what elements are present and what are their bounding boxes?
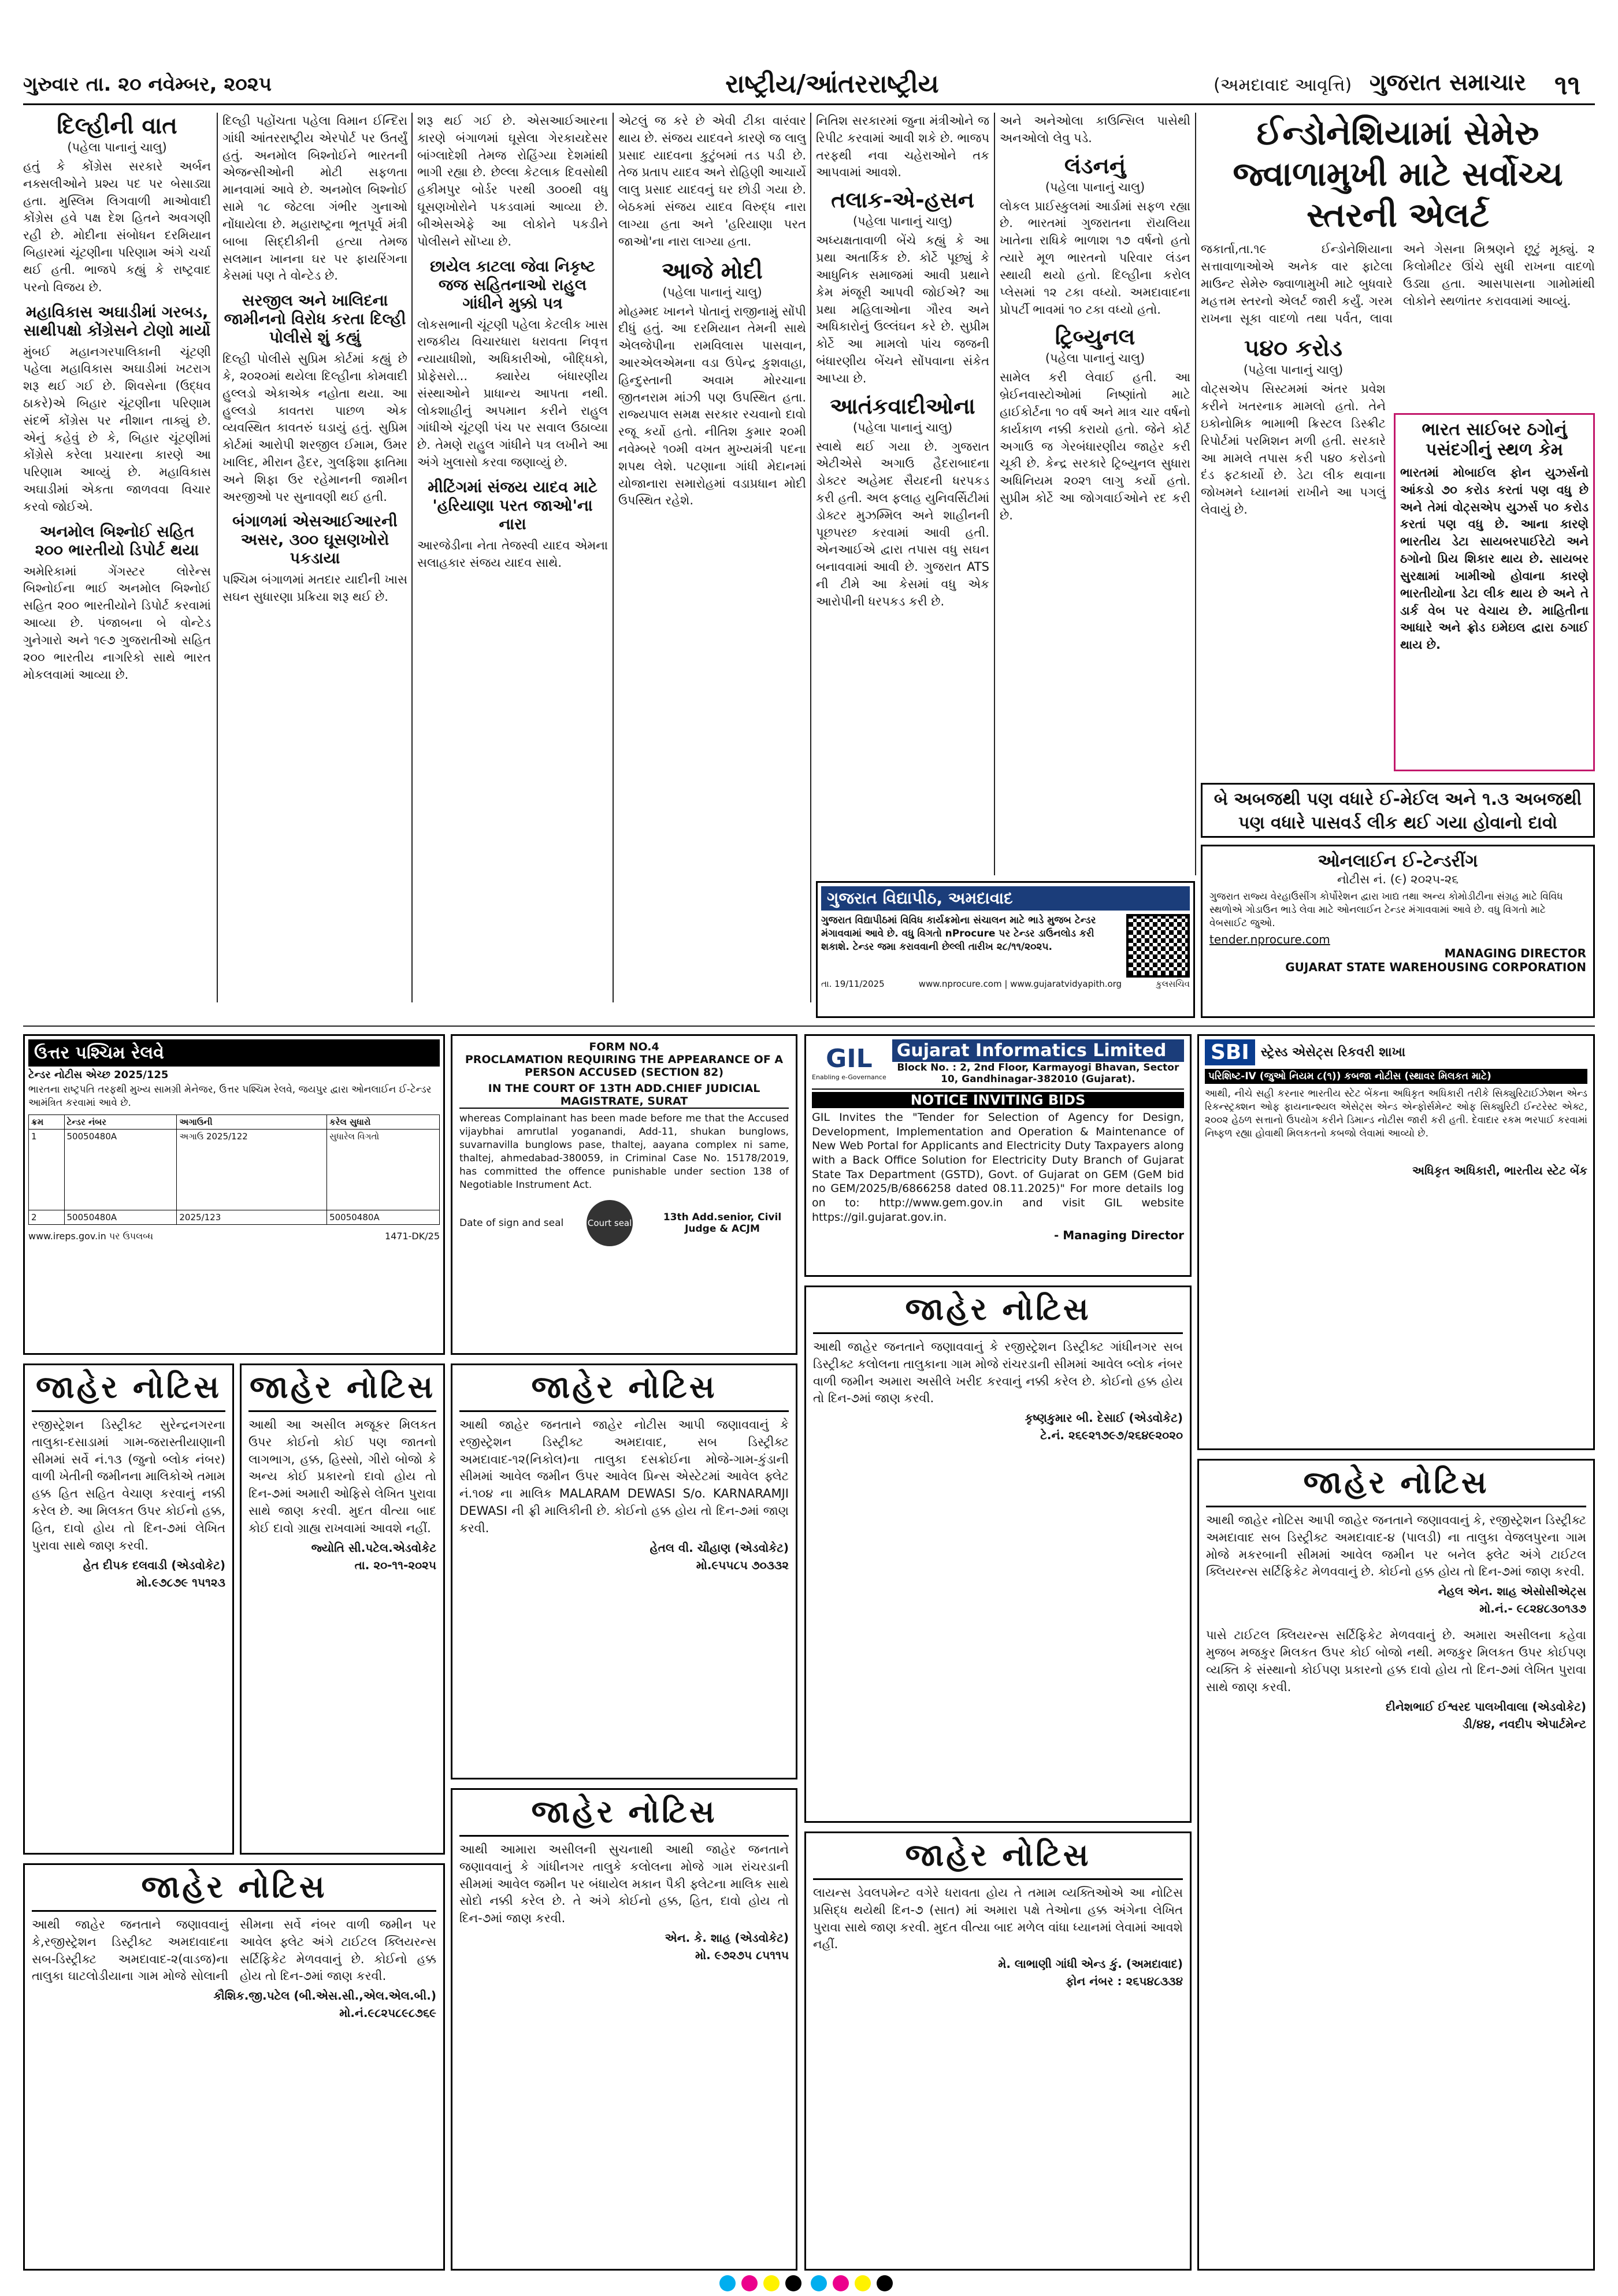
registration-marks [23,2275,1595,2295]
table-header: અગાઉની [177,1114,327,1129]
notice-contact: ડી/૪૪, નવદીપ એપાર્ટમેન્ટ [1463,1717,1586,1731]
notice-title: જાહેર નોટિસ [32,1369,225,1412]
railway-table [28,1114,440,1225]
notice-sign: હેતલ વી. ચૌહાણ (એડવોકેટ) [650,1540,789,1555]
column-2 [222,113,407,1008]
notice-title: જાહેર નોટિસ [248,1369,436,1412]
article-sub: (પહેલા પાનાનું ચાલુ) [1243,363,1344,377]
volcano-headline: ઈન્ડોનેશિયામાં સેમેરુ જ્વાળામુખી માટે સર્વોચ્ચ સ્તરની એલર્ટ [1233,113,1563,235]
notice-title: જાહેર નોટિસ [813,1291,1183,1334]
public-notice-1 [23,1364,234,1855]
sbi-notice [1197,1034,1595,1450]
form-judge: 13th Add.senior, Civil Judge & ACJM [663,1211,782,1235]
table-cell: 2025/123 [177,1210,327,1224]
public-notice-3 [240,1364,445,1855]
vidyapith-text: ગુજરાત વિદ્યાપીઠમાં વિવિધ કાર્યક્રમોના સંચાલન માટે ભાડે મુજબ ટેન્ડર મંગાવવામાં આવે છે. વધુ વિગતો nProcure પર ટેન્ડર ડાઉનલોડ કરી શકાશે. ટેન્ડર જમા કરાવવાની છેલ્લી તારીખ ૨૮/૧૧/૨૦૨૫. [821,915,1096,953]
table-row [29,1210,440,1224]
public-notice-6 [804,1286,1192,1823]
notice-contact: ફોન નંબર : ૨૬૫૪૮૩૩૪ [1066,1974,1183,1989]
cyber-headline: ભારત સાઈબર ઠગોનું પસંદગીનું સ્થળ કેમ [1422,419,1567,460]
notice-contact: તા. ૨૦-૧૧-૨૦૨૫ [354,1558,436,1572]
gswc-notice-no: નોટીસ નં. (૯) ૨૦૨૫-૨૬ [1337,872,1459,886]
page-number: ૧૧ [1554,69,1581,101]
notice-text: આથી જાહેર જનતાને જણાવવાનું કે,રજીસ્ટ્રેશન ડિસ્ટ્રીક્ટ અમદાવાદના સબ-ડિસ્ટ્રીક્ટ અમદાવાદ-૨(વાડજ)ના તાલુકા ઘાટલોડીયાના ગામ મોજે સોલાની સીમના સર્વે નંબર વાળી જમીન પર આવેલ ફ્લેટ અંગે ટાઈટલ ક્લિયરન્સ સર્ટિફિકેટ મેળવવાનું છે. કોઈનો હક્ક હોય તો દિન-૭માં જાણ કરવી. [32,1918,436,1983]
article-text: મુંબઈ મહાનગરપાલિકાની ચૂંટણી પહેલા મહાવિકાસ અઘાડીમાં ખટરાગ શરૂ થઈ ગઈ છે. શિવસેના (ઉદ્ધવ ઠાકરે)એ બિહાર ચૂંટણીના પરિણામ સંદર્ભે કોંગ્રેસ પર નીશાન તાક્યું છે. એનું કહેવું છે કે, બિહાર ચૂંટણીમાં કોંગ્રેસે કરેલા પ્રચારના કારણે આ પરિણામ આવ્યું છે. મહાવિકાસ અઘાડીમાં એકતા જાળવવા વિચાર કરવો જોઈએ. [23,344,211,514]
table-header: ટેન્ડર નંબર [64,1114,177,1129]
railway-title: ઉત્તર પશ્ચિમ રેલવે [34,1043,164,1063]
public-notice-8 [1197,1459,1595,2271]
gswc-url[interactable]: tender.nprocure.com [1209,932,1330,946]
cyber-text: ભારતમાં મોબાઈલ ફોન યુઝર્સનો આંકડો ૭૦ કરોડ કરતાં પણ વધુ છે અને તેમાં વોટ્સએપ યુઝર્સ ૫૦ કરોડ કરતાં પણ વધુ છે. આના કારણે ભારતીય ડેટા સાયબરપાઈરેટો અને ઠગોનો પ્રિય શિકાર થાય છે. સાયબર સુરક્ષામાં ખામીઓ હોવાના કારણે ભારતીયોના ડેટા લીક થાય છે અને તે ડાર્ક વેબ પર વેચાય છે. માહિતીના આધારે અને ફ્રોડ ઇમેઇલ દ્વારા ઠગાઈ થાય છે. [1400,466,1589,652]
article-text: લોકલ પ્રાઈસ્કુલમાં આર્ડામાં સફળ રહ્યા છે. ભારતમાં ગુજરાતના રૉયલિયા ખાતેના રાધિકે ભાળાશ ૧૭ વર્ષનો હતો ત્યારે મૂળ ભારતનો પરિવાર લંડન સ્થાયી થયો હતો. દિલ્હીના કરોલ પ્લેસમાં ૧૨ ટકા વધ્યો. અમદાવાદના પ્રોપર્ટી ભાવમાં ૧૦ ટકા વધ્યો હતો. [1000,199,1190,317]
leak-text: બે અબજથી પણ વધારે ઈ-મેઈલ અને ૧.૩ અબજથી પણ વધારે પાસવર્ડ લીક થઈ ગયા હોવાનો દાવો [1214,789,1582,833]
public-notice-4 [451,1364,797,1779]
notice-text: પાસે ટાઈટલ ક્લિયરન્સ સર્ટિફિકેટ મેળવવાનું છે. અમારા અસીલના કહેવા મુજબ મજકુર મિલકત ઉપર કોઈ બોજો નથી. મજકુર મિલકત ઉપર કોઈપણ વ્યક્તિ કે સંસ્થાનો કોઈપણ પ્રકારનો હક્ક દાવો હોય તો દિન-૭માં લેખિત પુરાવા સાથે જાણ કરવી. [1206,1628,1586,1694]
article-text: અમેરિકામાં ગેંગસ્ટર લોરેન્સ બિશ્નોઈના ભાઈ અનમોલ બિશ્નોઈ સહિત ૨૦૦ ભારતીયોને ડિપોર્ટ કરવામાં આવ્યા છે. પંજાબના બે વોન્ટેડ ગુનેગારો અને ૧૯૭ ગુજરાતીઓ સહિત ૨૦૦ ભારતીય નાગરિકો સાથે ભારત મોકલવામાં આવ્યા છે. [23,564,211,682]
article-text: મોહમ્મદ ખાનને પોતાનું રાજીનામું સોંપી દીધું હતું. આ દરમિયાન તેમની સાથે એલજેપીના રામવિલાસ પાસવાન, આરએલએમના વડા ઉપેન્દ્ર કુશવાહા, હિન્દુસ્તાની અવામ મોરચાના જીતનરામ માંઝી પણ ઉપસ્થિત હતા. રાજ્યપાલ સમક્ષ સરકાર રચવાનો દાવો રજૂ કર્યો હતો. નીતિશ કુમાર ૨૦મી નવેમ્બરે ૧૦મી વખત મુખ્યમંત્રી પદના શપથ લેશે. પટણાના ગાંધી મેદાનમાં યોજાનારા સમારોહમાં વડાપ્રધાન મોદી ઉપસ્થિત રહેશે. [618,304,806,508]
article-text: હતું કે કોંગ્રેસ સરકારે અર્બન નક્સલીઓને પ્રશ્ય પદ પર બેસાડ્યા હતા. મુસ્લિમ લિગવાળી માઓવાદી કોંગ્રેસ હવે પક્ષ દેશ હિતને અવગણી રહી છે. મોદીના સંબોધન દરમિયાન બિહારમાં ચૂંટણીના પરિણામ અંગે ચર્ચા થઈ હતી. ભાજપે કહ્યું કે રાષ્ટ્રવાદ પરનો વિજય છે. [23,159,211,294]
notice-contact: ટે.નં. ૨૬૯૨૧૭૯૭/૨૬૪૯૨૦૨૦ [1040,1428,1183,1443]
notice-text: લાયન્સ ડેવલપમેન્ટ વગેરે ધરાવતા હોય તે તમામ વ્યક્તિઓએ આ નોટિસ પ્રસિદ્ધ થયેથી દિન-૭ (સાત) માં અમારા પક્ષે તેઓના હક્ક અંગેના લેખિત પુરાવા સાથે જાણ કરવી. મુદત વીત્યા બાદ મળેલ વાંધા ધ્યાનમાં લેવામાં આવશે નહીં. [813,1886,1183,1952]
gswc-md: MANAGING DIRECTOR [1444,946,1586,960]
form-head: PROCLAMATION REQUIRING THE APPEARANCE OF A PERSON ACCUSED (SECTION 82) [465,1053,784,1079]
article-text: જકાર્તા,તા.૧૯ ઈન્ડોનેશિયાના સત્તાવાળાઓએ અનેક વાર ફાટેલા માઉન્ટ સેમેરુ જ્વાળામુખી માટે બુધવારે મહત્તમ સ્તરનો એલર્ટ જારી કર્યું. ગરમ રાખના સૂકા વાદળો તથા પર્વત, લાવા અને ગેસના મિશ્રણને છૂટું મૂક્યું. ૨ કિલોમીટર ઊંચે સુધી રાખના વાદળો ઉડ્યા હતા. આસપાસના ગામોમાંથી લોકોને સ્થળાંતર કરાવવામાં આવ્યું. [1201,242,1595,325]
notice-text: આથી આમારા અસીલની સુચનાથી આથી જાહેર જનતાને જણાવવાનું કે ગાંધીનગર તાલુકે કલોલના મોજે ગામ રાંચરડાની સીમમાં આવેલ જમીન પર બંધાયેલ મકાન પૈકી ફ્લેટના માલિક સાથે સોદો નક્કી કરેલ છે. તે અંગે કોઈનો હક્ક, હિત, દાવો હોય તો દિન-૭માં જાણ કરવી. [459,1842,789,1926]
table-cell: 2 [29,1210,65,1224]
table-cell: 50050480A [64,1210,177,1224]
article-head-modi: આજે મોદી [662,257,763,284]
article-text: અને અનેઓલા કાઉન્સિલ પાસેથી અનઓલો લેવુ પડે. [1000,114,1190,145]
article-head-bishnoi: અનમોલ બિશ્નોઈ સહિત ૨૦૦ ભારતીયો ડિપોર્ટ થયા [35,522,199,559]
notice-title: જાહેર નોટિસ [32,1868,436,1912]
article-text: શરૂ થઈ ગઈ છે. એસઆઈઆરના કારણે બંગાળમાં ઘૂસેલા ગેરકાયદેસર બાંગ્લાદેશી તેમજ રોહિંગ્યા દેશમાંથી ભાગી રહ્યા છે. છેલ્લા કેટલાક દિવસોથી હકીમપુર બોર્ડર પરથી ૩૦૦થી વધુ ઘૂસણખોરોને પકડવામાં આવ્યા છે. બીએસએફે આ લોકોને પકડીને પોલીસને સોંપ્યા છે. [417,114,608,248]
notice-text: રજીસ્ટ્રેશન ડિસ્ટ્રીક્ટ સુરેન્દ્રનગરના તાલુકા-દસાડામાં ગામ-જરાસ્તીયાણાની સીમમાં સર્વે નં.૧૩ (જુનો બ્લોક નંબર) વાળી ખેતીની જમીનના માલિકોએ તમામ હક્ક હિત સહિત વેચાણ કરવાનું નક્કી કરેલ છે. આ મિલકત ઉપર કોઈનો હક્ક, હિત, દાવો હોય તો દિન-૭માં લેખિત પુરાવા સાથે જાણ કરવી. [32,1418,225,1552]
article-text: લોકસભાની ચૂંટણી પહેલા કેટલીક ખાસ રાજકીય વિચારધારા ધરાવતા નિવૃત્ત ન્યાયાધીશો, અધિકારીઓ, બૌદ્ધિકો, પ્રોફેસરો... ક્યારેય બંધારણીય સંસ્થાઓને પ્રાધાન્ય આપતા નથી. લોકશાહીનું અપમાન કરીને રાહુલ ગાંધીએ ચૂંટણી પંચ પર સવાલ ઉઠાવ્યા છે. તેમણે રાહુલ ગાંધીને પત્ર લખીને આ અંગે ખુલાસો કરવા જણાવ્યું છે. [417,317,608,469]
article-head-london: લંડનનું [1064,153,1126,179]
column-3 [417,113,608,1008]
leak-box [1201,783,1595,838]
notice-title: જાહેર નોટિસ [459,1369,789,1412]
notice-sign: કૌશિક.જી.પટેલ (બી.એસ.સી.,એલ.એલ.બી.) [213,1989,436,2003]
article-head-bengal: બંગાળમાં એસઆઈઆરની અસર, ૩૦૦ ઘૂસણખોરો પકડાયા [232,512,398,568]
table-cell: 50050480A [327,1210,440,1224]
gswc-text: ગુજરાત રાજ્ય વેરહાઉસીંગ કોર્પોરેશન દ્વારા ખાદ્ય તથા અન્ય કોમોડીટીના સંગ્રહ માટે વિવિધ સ્થળોએ ગોડાઉન ભાડે લેવા માટે ઓનલાઈન ટેન્ડર મંગાવવામાં આવે છે. વધુ વિગતો માટે વેબસાઈટ જુઓ. [1209,891,1563,929]
gswc-org: GUJARAT STATE WAREHOUSING CORPORATION [1285,960,1586,974]
article-head-sanjay: મીટિંગમાં સંજય યાદવ માટે 'હરિયાણા પરત જાઓ'ના નારા [428,478,598,533]
article-text: સ્વાથે થઈ ગયા છે. ગુજરાત એટીએસે અગાઉ હૈદરાબાદના ડોક્ટર અહેમદ સૈયદની ધરપકડ કરી હતી. અલ ફલાહ યુનિવર્સિટીમાં ડોક્ટર મુઝમ્મિલ અને શાહીનની પૂછપરછ કરવામાં આવી હતી. એનઆઈએ દ્વારા તપાસ વધુ સઘન બનાવવામાં આવી છે. ગુજરાત ATS ની ટીમે આ કેસમાં વધુ એક આરોપીની ધરપકડ કરી છે. [816,439,989,608]
notice-text: આથી જાહેર નોટિસ આપી જાહેર જનતાને જણાવવાનું કે, રજીસ્ટ્રેશન ડિસ્ટ્રીક્ટ અમદાવાદ સબ ડિસ્ટ્રીક્ટ અમદાવાદ-૪ (પાલડી) ના તાલુકા વેજલપુરના ગામ મોજે મકરબાની સીમમાં આવેલ જમીન પર બનેલ ફ્લેટ અંગે ટાઈટલ ક્લિયરન્સ સર્ટિફિકેટ મેળવવાનું છે. કોઈનો હક્ક હોય તો દિન-૭માં જાણ કરવી. [1206,1513,1586,1579]
article-text: વોટ્સએપ સિસ્ટમમાં અંતર પ્રવેશ કરીને ખતરનાક મામલો હતો. તેને ઇકોનોમિક ભામાભી ક્રિસ્ટલ ડિસ્ક્રીટ રિપોર્ટમાં પરમિશન મળી હતી. સરકારે આ મામલે તપાસ કરી ૫૪૦ કરોડનો દંડ ફટકાર્યો છે. ડેટા લીક થવાના જોખમને ધ્યાનમાં રાખીને આ પગલું લેવાયું છે. [1201,382,1386,517]
vidyapith-title: ગુજરાત વિદ્યાપીઠ, અમદાવાદ [827,889,1013,908]
sbi-name: સ્ટ્રેસ્ડ એસેટ્સ રિકવરી શાખા [1260,1045,1406,1060]
column-4 [618,113,806,1008]
vidyapith-tender [816,881,1195,1018]
article-head-judges: છાયેલ કાટલા જેવા નિકૃષ્ટ જજ સહિતનાઓ રાહુલ ગાંધીને મુક્કો પત્ર [430,257,595,313]
paper-logo: ગુજરાત સમાચાર [1370,69,1526,96]
table-cell: 1 [29,1129,65,1210]
date-line: ગુરુવાર તા. ૨૦ નવેમ્બર, ૨૦૨૫ [23,73,272,96]
article-text: અધ્યક્ષતાવાળી બેંચે કહ્યું કે આ પ્રથા અતાર્કિક છે. કોર્ટે પૂછ્યું કે આધુનિક સમાજમાં આવી પ્રથાને કેમ મંજૂરી આપવી જોઈએ? આ પ્રથા મહિલાઓના ગૌરવ અને અધિકારોનું ઉલ્લંઘન કરે છે. સુપ્રીમ કોર્ટે આ મામલો પાંચ જજની બંધારણીય બેંચને સોંપવાના સંકેત આપ્યા છે. [816,233,989,385]
column-5 [816,113,989,875]
article-text: નિતિશ સરકારમાં જુના મંત્રીઓને જ રિપીટ કરવામાં આવી શકે છે. ભાજપ તરફથી નવા ચહેરાઓને તક આપવામાં આવશે. [816,114,989,180]
sbi-logo-icon: SBI [1205,1039,1255,1065]
article-sub: (પહેલા પાનાનું ચાલુ) [662,285,762,299]
gil-sign: - Managing Director [1054,1228,1184,1242]
notice-sign: એન. કે. શાહ (એડવોકેટ) [665,1931,789,1945]
qr-code-icon[interactable] [1126,914,1190,978]
railway-text: ભારતના રાષ્ટ્રપતિ તરફથી મુખ્ય સામગ્રી મેનેજર, ઉત્તર પશ્ચિમ રેલવે, જયપુર દ્વારા ઓનલાઈન ઈ-ટેન્ડર આમંત્રિત કરવામાં આવે છે. [28,1084,432,1109]
article-head-talaq: તલાક-એ-હસન [831,187,974,213]
article-sub: (પહેલા પાનાનું ચાલુ) [1045,351,1145,366]
gil-name: Gujarat Informatics Limited [892,1039,1184,1062]
cyber-box [1394,413,1595,771]
notice-sign: કૃષ્ણકુમાર બી. દેસાઈ (એડવોકેટ) [1025,1411,1183,1425]
sbi-text: આથી, નીચે સહી કરનાર ભારતીય સ્ટેટ બેંકના અધિકૃત અધિકારી તરીકે સિક્યુરિટાઈઝેશન એન્ડ રિકન્સ્ટ્રક્શન ઓફ ફાયનાન્શ્યલ એસેટ્સ એન્ડ એન્ફોર્સમેન્ટ ઓફ સિક્યુરિટી ઈન્ટરેસ્ટ એક્ટ, ૨૦૦૨ હેઠળ સત્તાનો ઉપયોગ કરીને ડિમાન્ડ નોટીસ જારી કરી હતી. દેવાદાર રકમ ભરપાઈ કરવામાં નિષ્ફળ રહ્યા હોવાથી મિલકતનો કબજો લેવામાં આવ્યો છે. [1205,1088,1587,1139]
vidyapith-banner [821,886,1190,911]
article-sub: (પહેલા પાનાનું ચાલુ) [852,214,953,229]
gil-text: GIL Invites the "Tender for Selection of Agency for Design, Development, Implementation and Operation & Maintenance of New Web Portal for Applicants and Electricity Duty Taxpayers along with a Back Office Solution for Electricity Duty Branch of Gujarat State Tax Department (GSTD), Govt. of Gujarat on GEM (GeM bid no GEM/2025/B/6866258 dated 08.11.2025)" For more details log on to: http://www.gem.gov.in and visit GIL website https://gil.gujarat.gov.in. [812,1111,1184,1224]
notice-contact: મો.નં.- ૯૮૨૪૮૩૦૧૩૭ [1479,1602,1586,1616]
article-head-tribunal: ટ્રિબ્યુનલ [1055,324,1135,350]
form-text: whereas Complainant has been made before me that the Accused vijaybhai amrutlal yoganandi, Add-11, shukan bunglows, suvarnavilla bunglows pase, thaltej, aayana complex ni same, thaltej, ahmedabad-380059, in Criminal Case No. 15178/2019, has committed the offence punishable under section 138 of Negotiable Instrument Act. [459,1113,789,1191]
gil-tagline: Enabling e-Governance [812,1073,886,1081]
article-text: દિલ્હી પહોંચતા પહેલા વિમાન ઈન્દિરા ગાંધી આંતરરાષ્ટ્રીય એરપોર્ટ પર ઉતર્યું હતું. અનમોલ બિશ્નોઈને ભારતની એજન્સીઓની મોટી સફળતા માનવામાં આવે છે. અનમોલ બિશ્નોઈ સામે ૧૮ જેટલા ગંભીર ગુનાઓ નોંધાયેલા છે. મહારાષ્ટ્રના ભૂતપૂર્વ મંત્રી બાબા સિદ્દીકીની હત્યા તેમજ સલમાન ખાનના ઘર પર ફાયરિંગના કેસમાં પણ તે વોન્ટેડ છે. [222,114,407,283]
railway-footer[interactable]: www.ireps.gov.in પર ઉપલબ્ધ [28,1230,154,1242]
railway-tender [23,1034,445,1355]
notice-sign: મે. લાભાણી ગાંધી એન્ડ કું. (અમદાવાદ) [998,1957,1183,1971]
notice-text: આથી આ અસીલ મજૂકર મિલકત ઉપર કોઈનો કોઈ પણ જાતનો લાગભાગ, હક્ક, હિસ્સો, ગીરો બોજો કે અન્ય કોઈ પ્રકારનો દાવો હોય તો દિન-૭માં અમારી ઓફિસે લેખિત પુરાવા સાથે જાણ કરવી. મુદત વીત્યા બાદ કોઈ દાવો ગ્રાહ્ય રાખવામાં આવશે નહીં. [248,1418,436,1535]
table-header: કરેલ સુધારો [327,1114,440,1129]
notice-contact: મો.૯૭૮૭૯ ૧૫૧૨૩ [136,1575,225,1589]
article-head-sharjeel: સરજીલ અને ખાલિદના જામીનનો વિરોધ કરતા દિલ્હી પોલીસે શું કહ્યું [224,292,406,347]
notice-title: જાહેર નોટિસ [459,1793,789,1837]
gswc-tender [1201,845,1595,1018]
article-text: આરજેડીના નેતા તેજસ્વી યાદવ એમના સલાહકાર સંજય યાદવ સાથે. [417,538,608,570]
article-sub: (પહેલા પાનાનું ચાલુ) [67,140,167,154]
railway-header [28,1039,440,1067]
notice-sign: જ્યોતિ સી.પટેલ.એડવોકેટ [311,1540,436,1555]
article-sub: (પહેલા પાનાનું ચાલુ) [852,420,953,434]
table-cell: અગાઉ 2025/122 [177,1129,327,1210]
gil-notice [804,1034,1192,1277]
vidyapith-date: તા. 19/11/2025 [821,979,885,989]
notice-contact: મો.૯૫૫૮૫ ૭૦૩૩૨ [696,1558,789,1572]
article-text: સામેલ કરી લેવાઈ હતી. આ બ્રેઈનવાસ્ટોઓમાં નિષ્ણાંતો માટે હાઈકોર્ટના ૧૦ વર્ષ અને માત્ર ચાર વર્ષનો કાર્યકાળ નક્કી કરાયો હતો. જેને કોર્ટ અગાઉ જ ગેરબંધારણીય જાહેર કરી ચૂકી છે. કેન્દ્ર સરકારે ટ્રિબ્યુનલ સુધારા અધિનિયમ ૨૦૨૧ લાગુ કર્યો હતો. સુપ્રીમ કોર્ટે આ જોગવાઈઓને રદ કરી છે. [1000,370,1190,522]
table-header: ક્રમ [29,1114,65,1129]
railway-code: 1471-DK/25 [384,1230,440,1242]
vidyapith-url[interactable]: www.nprocure.com | www.gujaratvidyapith.org [918,979,1122,989]
notice-sign: નેહલ એન. શાહ એસોસીએટ્સ [1438,1584,1586,1599]
notice-text: આથી જાહેર જનતાને જાહેર નોટીસ આપી જણાવવાનું કે રજીસ્ટ્રેશન ડિસ્ટ્રીક્ટ અમદાવાદ, સબ ડિસ્ટ્રીક્ટ અમદાવાદ-૧૨(નિકોલ)ના તાલુકા દસક્રોઈના મોજે-ગામ-કુંડાની સીમમાં આવેલ જમીન ઉપર આવેલ પ્રિન્સ એસ્ટેટમાં આવેલ ફ્લેટ નં.૧૦૪ ના માલિક MALARAM DEWASI S/o. KARNARAMJI DEWASI ની ફ્રી માલિકીની છે. કોઈનો હક્ક હોય તો દિન-૭માં જાણ કરવી. [459,1418,789,1535]
notice-title: જાહેર નોટિસ [1206,1464,1586,1507]
vidyapith-sign: કુલસચિવ [1156,979,1190,989]
article-head-540: ૫૪૦ કરોડ [1244,335,1342,362]
gswc-title: ઓનલાઈન ઈ-ટેન્ડરીંગ [1318,851,1478,871]
sbi-sign: અધિકૃત અધિકારી, ભારતીય સ્ટેટ બેંક [1412,1163,1587,1177]
column-6 [1000,113,1190,875]
gil-logo-icon: GIL [826,1043,873,1073]
notice-text: આથી જાહેર જનતાને જણાવવાનું કે રજીસ્ટ્રેશન ડિસ્ટ્રીક્ટ ગાંધીનગર સબ ડિસ્ટ્રીક્ટ કલોલના તાલુકાના ગામ મોજે રાંચરડાની સીમમાં આવેલ બ્લોક નંબર વાળી જમીન અમારા અસીલે ખરીદ કરવાનું નક્કી કરેલ છે. કોઈનો હક્ક હોય તો દિન-૭માં જાણ કરવી. [813,1340,1183,1406]
edition-label: (અમદાવાદ આવૃત્તિ) [1214,75,1352,95]
public-notice-2 [23,1863,445,2271]
table-cell: સુધારેલ વિગતો [327,1129,440,1210]
notice-sign: દીનેશભાઈ ઈશ્વરદ પાલખીવાલા (એડવોકેટ) [1385,1699,1586,1714]
gil-head: NOTICE INVITING BIDS [812,1092,1184,1108]
court-proclamation [451,1034,797,1355]
masthead [23,69,1595,105]
form-date: Date of sign and seal [459,1217,564,1229]
column-1 [23,113,211,1008]
form-title: FORM NO.4 [589,1041,659,1053]
table-row [29,1129,440,1210]
notice-sign: હેત દીપક દલવાડી (એડવોકેટ) [83,1558,225,1572]
article-head-terrorists: આતંકવાદીઓના [830,393,975,419]
article-head-delhi: દિલ્હીની વાત [57,113,177,139]
article-sub: (પહેલા પાનાનું ચાલુ) [1045,180,1145,194]
notice-contact: મો.નં.૯૮૨૫૮૯૮૭૬૯ [339,2006,436,2020]
table-cell: 50050480A [64,1129,177,1210]
article-text: પશ્ચિમ બંગાળમાં મતદાર યાદીની ખાસ સઘન સુધારણા પ્રક્રિયા શરૂ થઈ છે. [222,573,407,604]
article-text: દિલ્હી પોલીસે સુપ્રિમ કોર્ટમાં કહ્યું છે કે, ૨૦૨૦માં થયેલા દિલ્હીના કોમવાદી હુલ્લડો એકાએક નહોતા થયા. આ હુલ્લડો કાવતરા પાછળ એક વ્યવસ્થિત કાવતરું ઘડાયું હતું. સુપ્રિમ કોર્ટમાં આરોપી શરજીલ ઈમામ, ઉમર ખાલિદ, મીરાન હૈદર, ગુલફિશા ફાતિમા અને શિફા ઉર રહેમાનની જામીન અરજીઓ પર સુનાવણી થઈ હતી. [222,352,407,504]
sbi-sub: પરિશિષ્ટ-IV (જુઓ નિયમ ૮(૧)) કબજા નોટીસ (સ્થાવર મિલકત માટે) [1205,1069,1587,1084]
court-seal: Court seal [587,1200,633,1246]
notice-title: જાહેર નોટિસ [813,1837,1183,1880]
form-court: IN THE COURT OF 13TH ADD.CHIEF JUDICIAL MAGISTRATE, SURAT [459,1082,789,1109]
article-text: એટલું જ કરે છે એવી ટીકા વારંવાર થાય છે. સંજય યાદવને કારણે જ લાલુ પ્રસાદ યાદવના કુટુંબમાં તડ પડી છે. તેજ પ્રતાપ યાદવ અને રોહિણી આચાર્યે લાલુ પ્રસાદ યાદવનું ઘર છોડી ગયા છે. બેઠકમાં સંજય યાદવ વિરુદ્ધ નારા લાગ્યા હતા અને 'હરિયાણા પરત જાઓ'ના નારા લાગ્યા હતા. [618,114,806,248]
article-head-mva: મહાવિકાસ અઘાડીમાં ગરબડ, સાથીપક્ષો કોંગ્રેસને ટોણો માર્યો [23,303,211,340]
public-notice-5 [451,1788,797,2271]
public-notice-7 [804,1831,1192,2271]
section-title: રાષ્ટ્રીય/આંતરરાષ્ટ્રીય [725,69,939,99]
gil-address: Block No. : 2, 2nd Floor, Karmayogi Bhavan, Sector 10, Gandhinagar-382010 (Gujarat). [897,1062,1179,1085]
notice-contact: મો. ૯૭૨૭૫ ૮૫૧૧૫ [695,1948,789,1963]
railway-sub: ટેન્ડર નોટીસ એચ્છ 2025/125 [28,1069,169,1081]
